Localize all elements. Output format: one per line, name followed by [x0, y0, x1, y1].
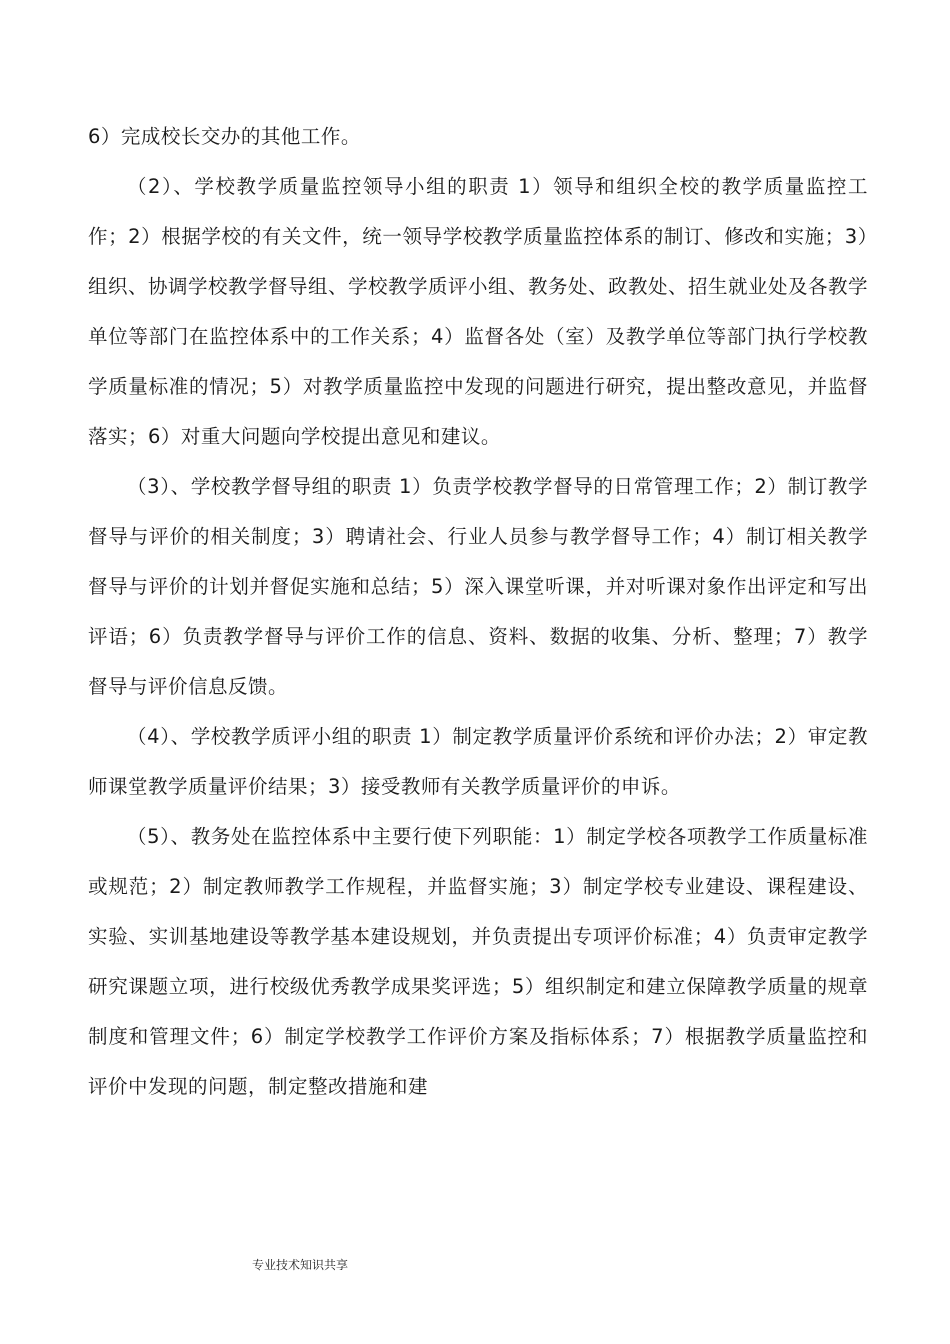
paragraph-evaluation-group-duties: （4）、学校教学质评小组的职责 1）制定教学质量评价系统和评价办法；2）审定教师课堂教学质量评价结果；3）接受教师有关教学质量评价的申诉。 [88, 725, 868, 798]
paragraph-supervision-group-duties: （3）、学校教学督导组的职责 1）负责学校教学督导的日常管理工作；2）制订教学督导与评价的相关制度；3）聘请社会、行业人员参与教学督导工作；4）制订相关教学督导与评价的计划并督促实施和总结；5）深入课堂听课，并对听课对象作出评定和写出评语；6）负责教学督导与评价工作的信息、资料、数据的收集、分析、整理；7）教学督导与评价信息反馈。 [88, 475, 868, 698]
document-body [88, 112, 868, 1112]
paragraph-item-6: 6）完成校长交办的其他工作。 [88, 125, 361, 148]
page-footer: 专业技术知识共享 [252, 1258, 349, 1272]
paragraph-academic-affairs-duties: （5）、教务处在监控体系中主要行使下列职能：1）制定学校各项教学工作质量标准或规范；2）制定教师教学工作规程，并监督实施；3）制定学校专业建设、课程建设、实验、实训基地建设等教学基本建设规划，并负责提出专项评价标准；4）负责审定教学研究课题立项，进行校级优秀教学成果奖评选；5）组织制定和建立保障教学质量的规章制度和管理文件；6）制定学校教学工作评价方案及指标体系；7）根据教学质量监控和评价中发现的问题，制定整改措施和建 [88, 825, 868, 1098]
paragraph-leading-group-duties: （2）、学校教学质量监控领导小组的职责 1）领导和组织全校的教学质量监控工作；2）根据学校的有关文件，统一领导学校教学质量监控体系的制订、修改和实施；3）组织、协调学校教学督导组、学校教学质评小组、教务处、政教处、招生就业处及各教学单位等部门在监控体系中的工作关系；4）监督各处（室）及教学单位等部门执行学校教学质量标准的情况；5）对教学质量监控中发现的问题进行研究，提出整改意见，并监督落实；6）对重大问题向学校提出意见和建议。 [88, 175, 869, 448]
